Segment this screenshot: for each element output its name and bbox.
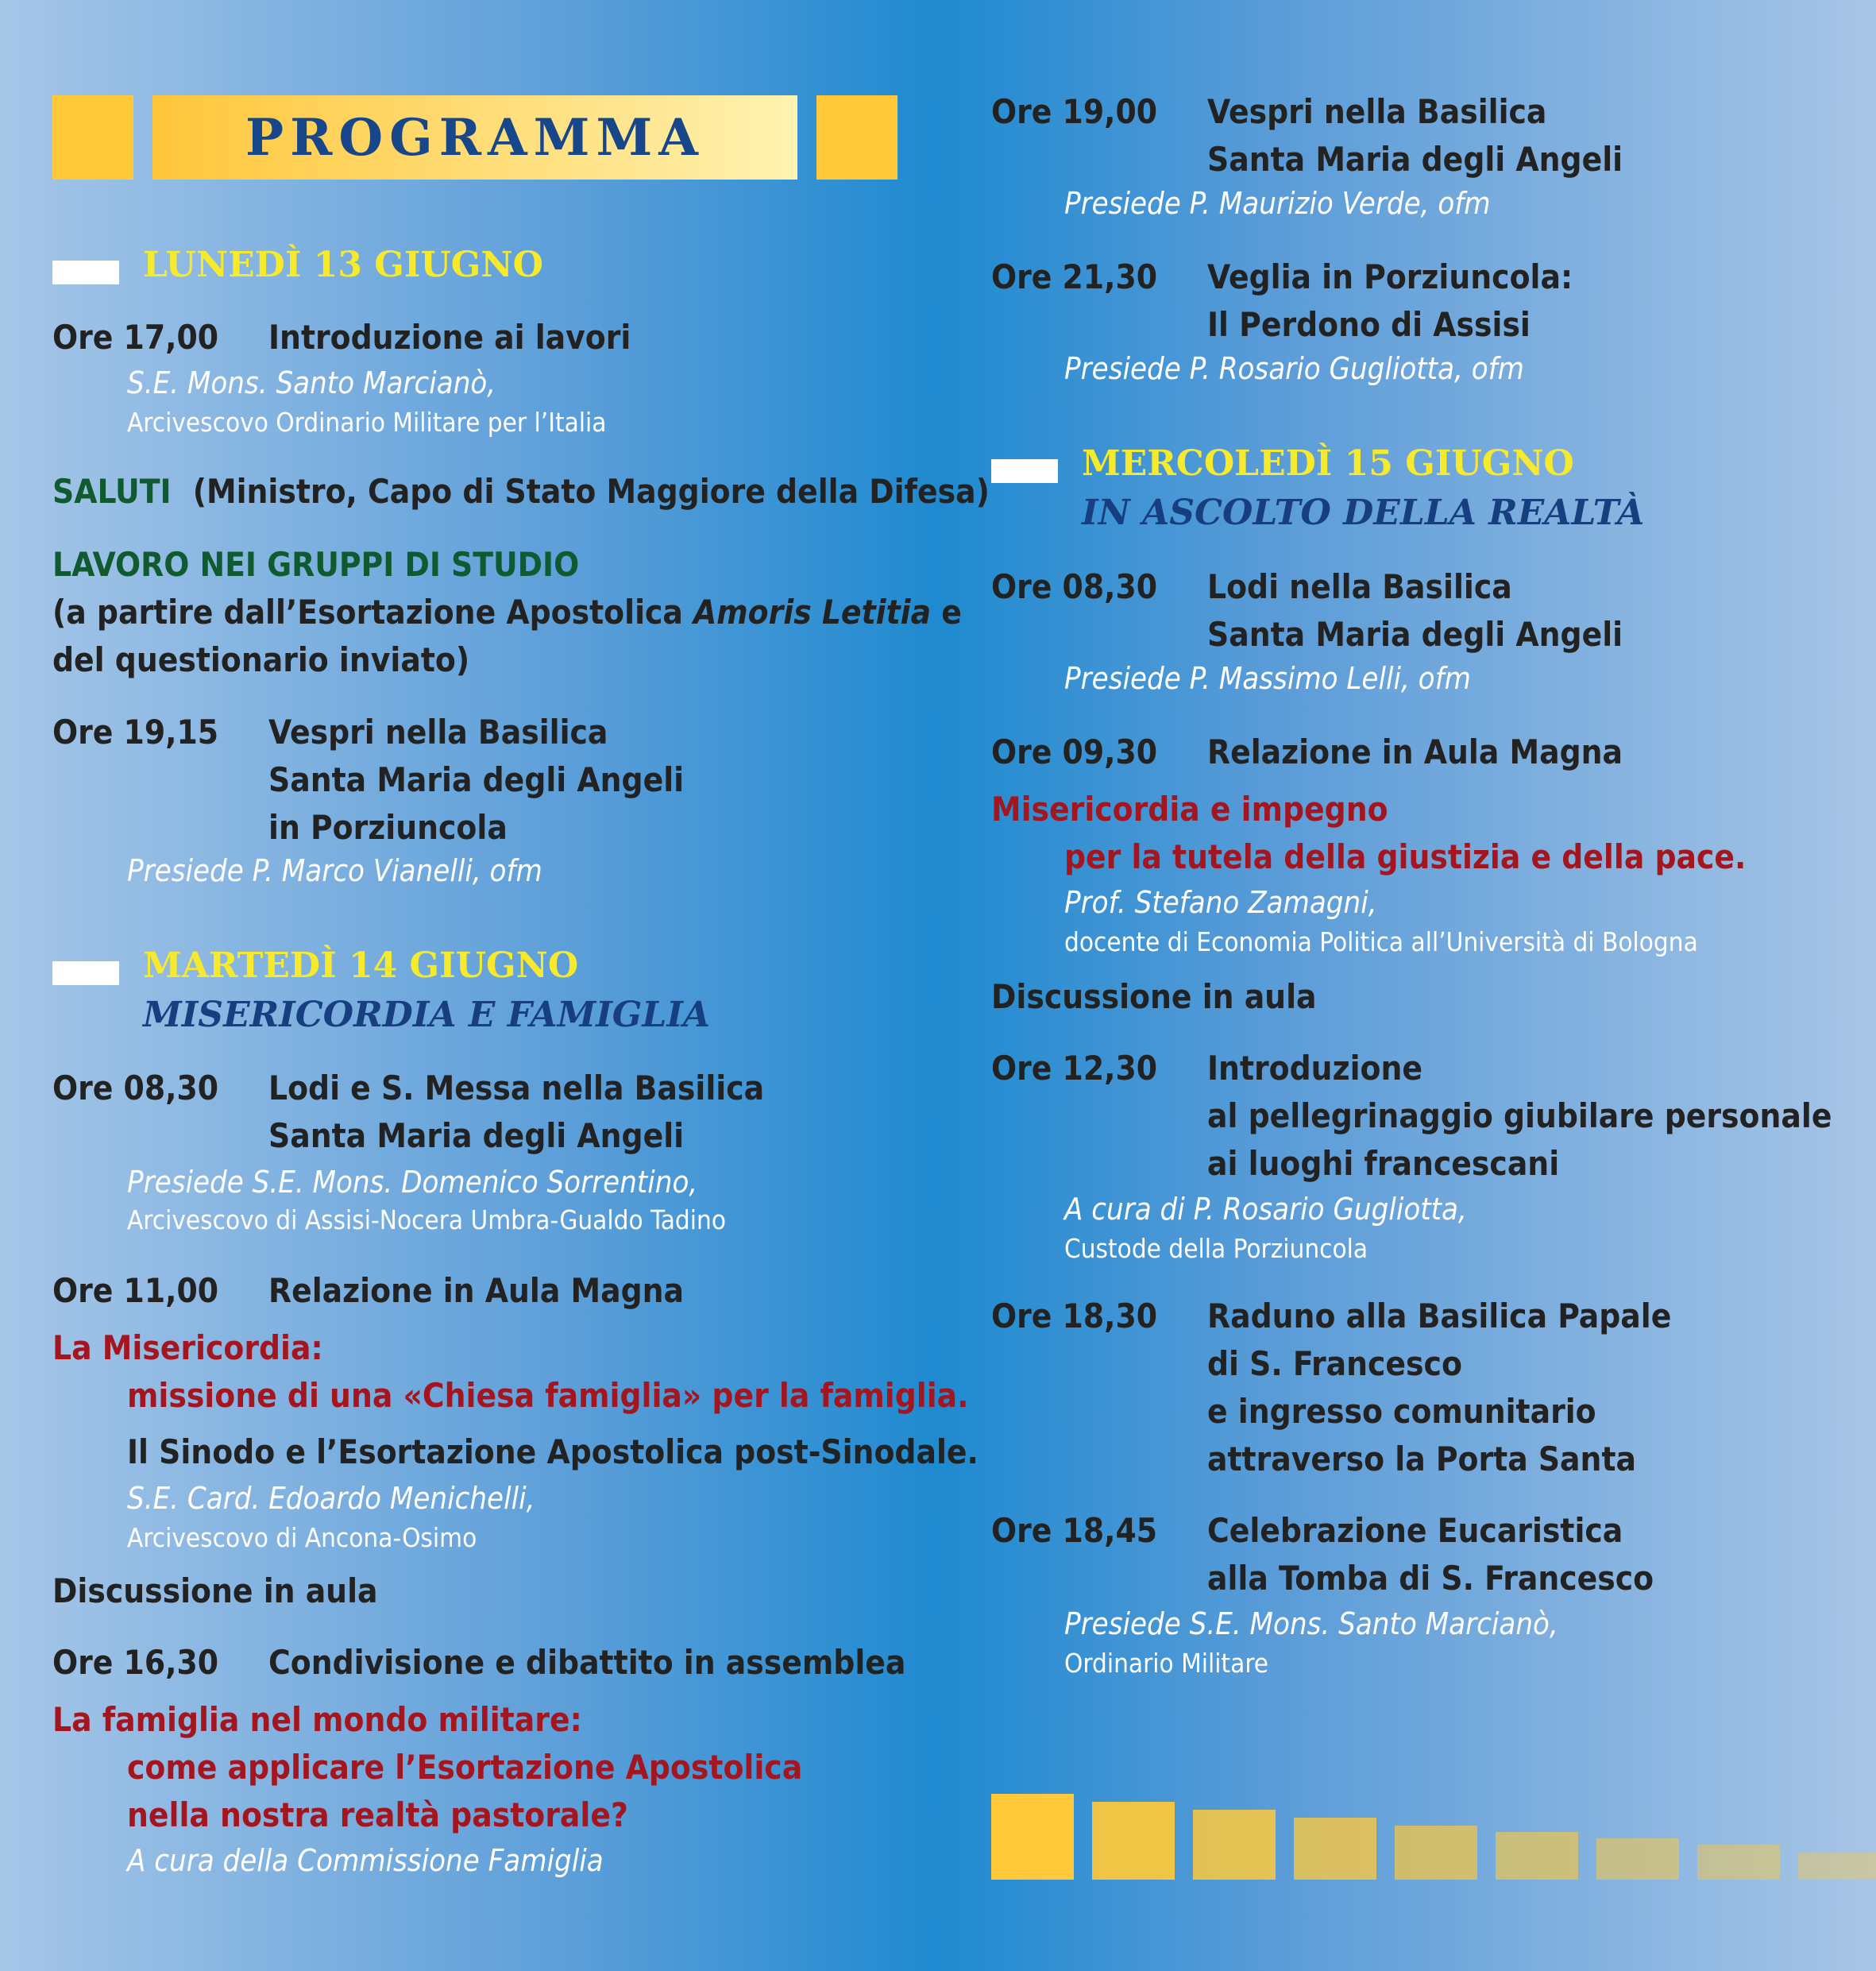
day-subtitle: IN ASCOLTO DELLA REALTÀ [1082,493,1645,533]
event-title-line: in Porziuncola [268,808,508,847]
footer-square [1193,1810,1276,1880]
talk-subtitle: Il Sinodo e l’Esortazione Apostolica post-Sinodale. [127,1432,979,1471]
event-title: Relazione in Aula Magna [1207,732,1623,771]
talk-title-line: come applicare l’Esortazione Apostolica [127,1748,803,1787]
work-groups-text [52,593,962,632]
work-groups-text-a: (a partire dall’Esortazione Apostolica [52,593,694,632]
talk-title-line: missione di una «Chiesa famiglia» per la famiglia. [127,1376,969,1415]
event-presider: Presiede P. Massimo Lelli, ofm [1064,661,1471,696]
work-groups-label: LAVORO NEI GRUPPI DI STUDIO [52,545,580,584]
event-title-line: Il Perdono di Assisi [1207,305,1531,344]
event-presider: A cura della Commissione Famiglia [127,1843,604,1878]
event-title-line: Santa Maria degli Angeli [268,760,685,799]
event-time: Ore 12,30 [991,1049,1158,1088]
header-bar [152,95,797,180]
event-title-line: alla Tomba di S. Francesco [1207,1559,1654,1598]
event-time: Ore 21,30 [991,257,1158,296]
event-title-line: attraverso la Porta Santa [1207,1440,1637,1478]
event-title: Introduzione [1207,1049,1423,1088]
event-title-line: e ingresso comunitario [1207,1392,1596,1431]
event-title-line: al pellegrinaggio giubilare personale [1207,1096,1832,1135]
event-role: Custode della Porziuncola [1064,1233,1368,1264]
event-role: docente di Economia Politica all’Università di Bologna [1064,926,1698,957]
event-title-line: Santa Maria degli Angeli [1207,140,1623,179]
event-time: Ore 16,30 [52,1643,219,1682]
event-time: Ore 19,15 [52,713,219,752]
work-groups-text-2: del questionario inviato) [52,640,470,679]
event-presider: Presiede P. Rosario Gugliotta, ofm [1064,351,1524,386]
talk-title: La Misericordia: [52,1328,323,1367]
event-time: Ore 18,30 [991,1297,1158,1335]
event-role: Arcivescovo di Ancona-Osimo [127,1522,477,1553]
event-title-line: Santa Maria degli Angeli [1207,615,1623,654]
talk-title-line: per la tutela della giustizia e della pace. [1064,837,1747,876]
event-presider: S.E. Mons. Santo Marcianò, [127,365,496,400]
header-square-left [52,95,133,180]
event-title-line: di S. Francesco [1207,1344,1462,1383]
footer-square [1798,1853,1876,1880]
event-role: Arcivescovo Ordinario Militare per l’Italia [127,407,607,438]
event-presider: Presiede S.E. Mons. Santo Marcianò, [1064,1606,1558,1641]
event-title: Relazione in Aula Magna [268,1271,685,1310]
event-title: Vespri nella Basilica [268,713,608,752]
saluti-line [52,472,990,512]
discussion-line: Discussione in aula [991,977,1317,1016]
talk-title: Misericordia e impegno [991,790,1388,829]
event-presider: Presiede P. Maurizio Verde, ofm [1064,186,1491,221]
header-square-right [816,95,897,180]
footer-square [1596,1838,1679,1880]
event-time: Ore 19,00 [991,92,1158,131]
day-marker [52,261,119,284]
day-title: MARTEDÌ 14 GIUGNO [143,945,579,986]
saluti-label: SALUTI [52,472,172,511]
discussion-line: Discussione in aula [52,1571,378,1610]
event-title: Condivisione e dibattito in assemblea [268,1643,906,1682]
event-title: Raduno alla Basilica Papale [1207,1297,1672,1335]
event-title: Lodi e S. Messa nella Basilica [268,1069,765,1107]
work-groups-text-c: e [931,593,962,632]
day-title: MERCOLEDÌ 15 GIUGNO [1082,443,1574,484]
event-title: Celebrazione Eucaristica [1207,1511,1623,1550]
footer-square [1395,1826,1477,1880]
event-presider: Presiede S.E. Mons. Domenico Sorrentino, [127,1165,698,1200]
event-time: Ore 08,30 [991,567,1158,606]
event-role: Ordinario Militare [1064,1648,1269,1679]
event-time: Ore 17,00 [52,318,219,357]
footer-square [991,1794,1074,1880]
work-groups-document-title: Amoris Letitia [693,593,932,632]
event-time: Ore 11,00 [52,1271,219,1310]
talk-title-line: nella nostra realtà pastorale? [127,1795,628,1834]
event-presider: Presiede P. Marco Vianelli, ofm [127,853,542,888]
event-presider: Prof. Stefano Zamagni, [1064,885,1377,920]
event-presider: S.E. Card. Edoardo Menichelli, [127,1481,535,1516]
event-time: Ore 08,30 [52,1069,219,1107]
footer-square [1496,1832,1578,1880]
event-time: Ore 09,30 [991,732,1158,771]
footer-square [1092,1802,1175,1880]
event-title: Introduzione ai lavori [268,318,631,357]
program-header [52,95,899,180]
day-marker [991,459,1058,483]
day-marker [52,961,119,985]
talk-title: La famiglia nel mondo militare: [52,1700,582,1739]
day-subtitle: MISERICORDIA E FAMIGLIA [143,995,711,1035]
footer-square [1294,1818,1376,1880]
page-title: PROGRAMMA [245,107,704,168]
event-title: Lodi nella Basilica [1207,567,1512,606]
event-time: Ore 18,45 [991,1511,1158,1550]
event-title-line: ai luoghi francescani [1207,1144,1560,1183]
footer-square [1697,1845,1780,1880]
day-title: LUNEDÌ 13 GIUGNO [143,245,543,285]
event-title: Veglia in Porziuncola: [1207,257,1573,296]
event-presider: A cura di P. Rosario Gugliotta, [1064,1192,1467,1227]
event-title-line: Santa Maria degli Angeli [268,1116,685,1155]
saluti-text: (Ministro, Capo di Stato Maggiore della Difesa) [192,472,990,511]
event-role: Arcivescovo di Assisi-Nocera Umbra-Gualdo Tadino [127,1204,726,1235]
event-title: Vespri nella Basilica [1207,92,1547,131]
